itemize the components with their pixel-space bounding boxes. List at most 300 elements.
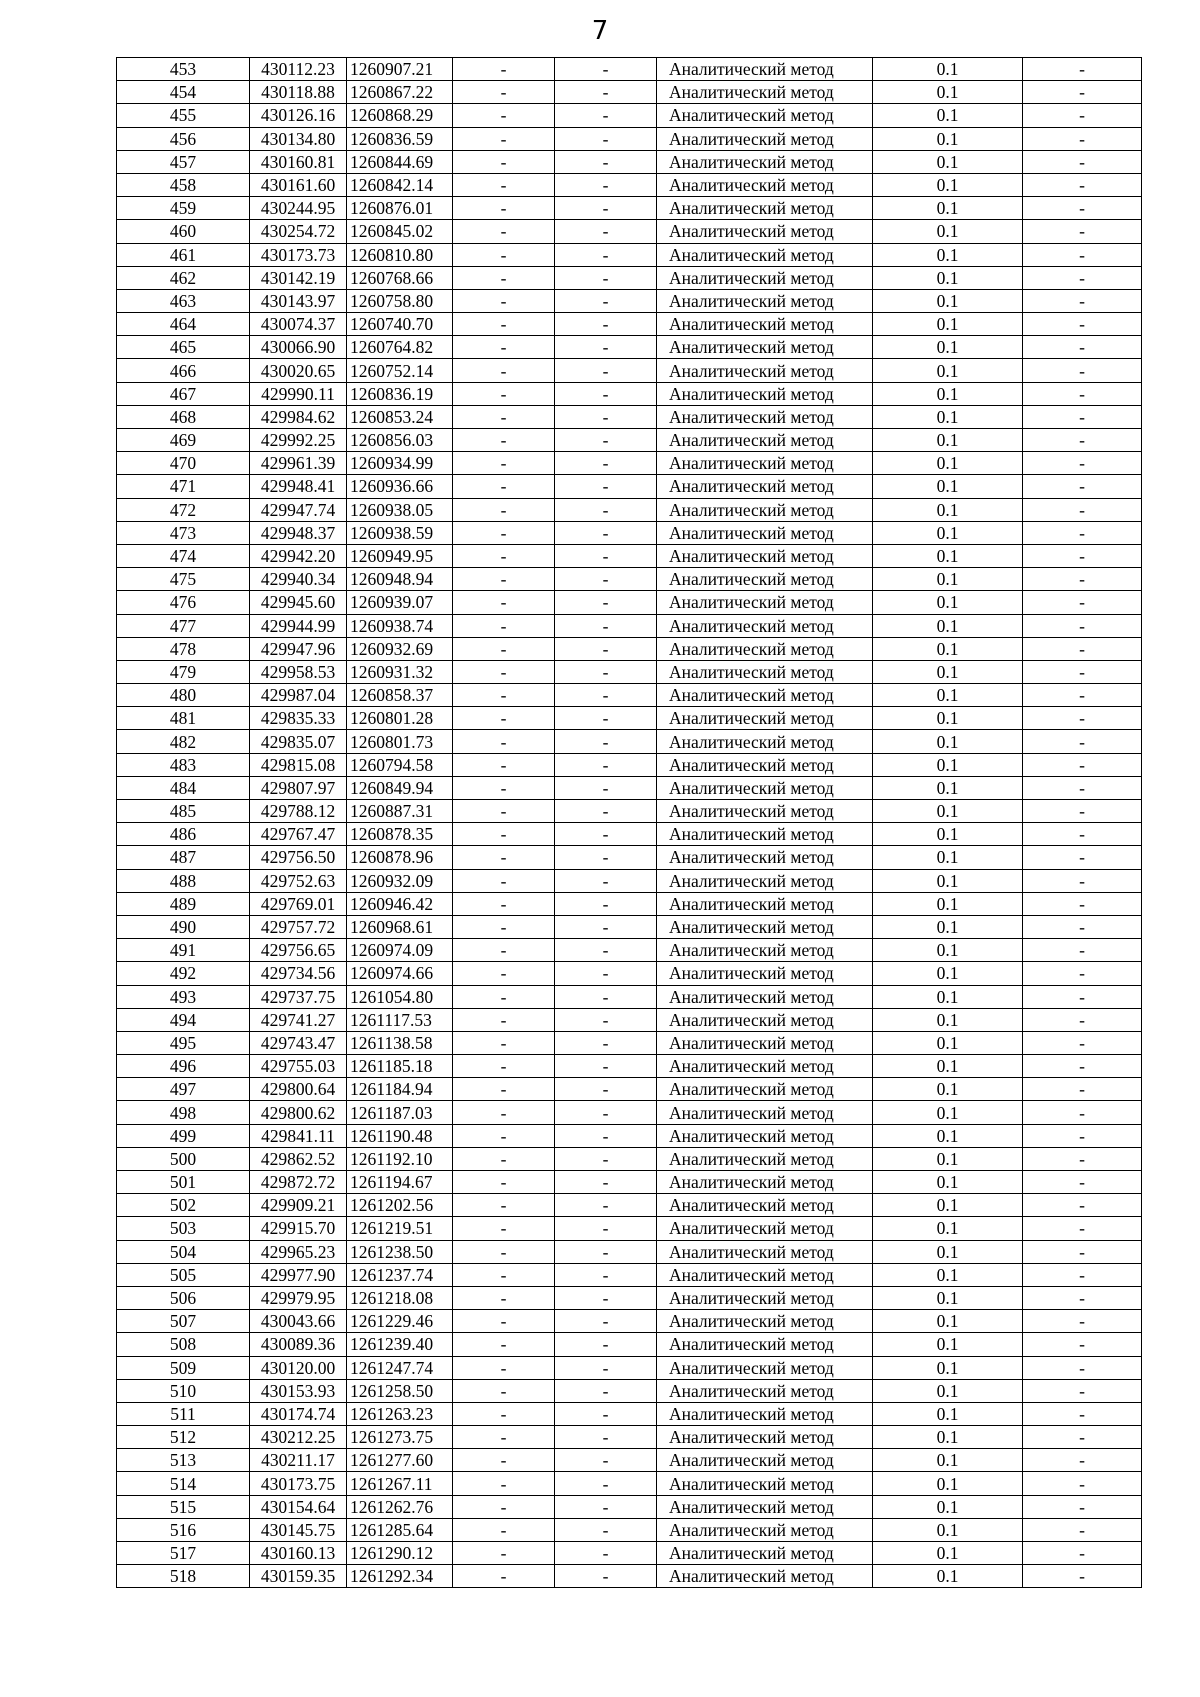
x-coordinate-cell: 429757.72 <box>250 915 347 938</box>
empty-cell-c: - <box>1023 892 1142 915</box>
empty-cell-c: - <box>1023 313 1142 336</box>
accuracy-cell: 0.1 <box>873 1310 1023 1333</box>
y-coordinate-cell: 1260878.35 <box>347 823 453 846</box>
accuracy-cell: 0.1 <box>873 614 1023 637</box>
empty-cell-a: - <box>453 962 555 985</box>
y-coordinate-cell: 1260768.66 <box>347 266 453 289</box>
empty-cell-c: - <box>1023 127 1142 150</box>
empty-cell-a: - <box>453 58 555 81</box>
table-row <box>117 846 1142 869</box>
empty-cell-a: - <box>453 266 555 289</box>
method-cell: Аналитический метод <box>657 846 873 869</box>
table-row <box>117 1542 1142 1565</box>
empty-cell-a: - <box>453 614 555 637</box>
table-row <box>117 58 1142 81</box>
empty-cell-a: - <box>453 1402 555 1425</box>
x-coordinate-cell: 429756.50 <box>250 846 347 869</box>
y-coordinate-cell: 1261258.50 <box>347 1379 453 1402</box>
table-row <box>117 1171 1142 1194</box>
method-cell: Аналитический метод <box>657 1495 873 1518</box>
point-number-cell: 506 <box>117 1286 250 1309</box>
empty-cell-c: - <box>1023 521 1142 544</box>
method-cell: Аналитический метод <box>657 127 873 150</box>
empty-cell-b: - <box>555 753 657 776</box>
table-row <box>117 452 1142 475</box>
accuracy-cell: 0.1 <box>873 1217 1023 1240</box>
empty-cell-a: - <box>453 1194 555 1217</box>
empty-cell-c: - <box>1023 1008 1142 1031</box>
empty-cell-b: - <box>555 104 657 127</box>
y-coordinate-cell: 1260758.80 <box>347 289 453 312</box>
empty-cell-b: - <box>555 1008 657 1031</box>
y-coordinate-cell: 1260887.31 <box>347 800 453 823</box>
accuracy-cell: 0.1 <box>873 1542 1023 1565</box>
point-number-cell: 461 <box>117 243 250 266</box>
table-row <box>117 313 1142 336</box>
table-row <box>117 1031 1142 1054</box>
empty-cell-a: - <box>453 684 555 707</box>
x-coordinate-cell: 429909.21 <box>250 1194 347 1217</box>
empty-cell-a: - <box>453 1055 555 1078</box>
method-cell: Аналитический метод <box>657 1472 873 1495</box>
empty-cell-b: - <box>555 1518 657 1541</box>
method-cell: Аналитический метод <box>657 800 873 823</box>
point-number-cell: 462 <box>117 266 250 289</box>
accuracy-cell: 0.1 <box>873 1356 1023 1379</box>
point-number-cell: 510 <box>117 1379 250 1402</box>
empty-cell-a: - <box>453 1356 555 1379</box>
empty-cell-b: - <box>555 939 657 962</box>
y-coordinate-cell: 1260946.42 <box>347 892 453 915</box>
table-row <box>117 1124 1142 1147</box>
accuracy-cell: 0.1 <box>873 544 1023 567</box>
point-number-cell: 455 <box>117 104 250 127</box>
x-coordinate-cell: 429944.99 <box>250 614 347 637</box>
y-coordinate-cell: 1260794.58 <box>347 753 453 776</box>
y-coordinate-cell: 1260853.24 <box>347 405 453 428</box>
point-number-cell: 517 <box>117 1542 250 1565</box>
point-number-cell: 475 <box>117 568 250 591</box>
accuracy-cell: 0.1 <box>873 753 1023 776</box>
empty-cell-c: - <box>1023 104 1142 127</box>
x-coordinate-cell: 429947.74 <box>250 498 347 521</box>
point-number-cell: 515 <box>117 1495 250 1518</box>
x-coordinate-cell: 430020.65 <box>250 359 347 382</box>
table-row <box>117 475 1142 498</box>
point-number-cell: 466 <box>117 359 250 382</box>
point-number-cell: 501 <box>117 1171 250 1194</box>
x-coordinate-cell: 430173.75 <box>250 1472 347 1495</box>
table-row <box>117 1310 1142 1333</box>
method-cell: Аналитический метод <box>657 1518 873 1541</box>
empty-cell-c: - <box>1023 939 1142 962</box>
method-cell: Аналитический метод <box>657 173 873 196</box>
x-coordinate-cell: 429945.60 <box>250 591 347 614</box>
accuracy-cell: 0.1 <box>873 962 1023 985</box>
point-number-cell: 487 <box>117 846 250 869</box>
x-coordinate-cell: 430161.60 <box>250 173 347 196</box>
point-number-cell: 473 <box>117 521 250 544</box>
y-coordinate-cell: 1260932.69 <box>347 637 453 660</box>
empty-cell-c: - <box>1023 985 1142 1008</box>
table-row <box>117 1078 1142 1101</box>
method-cell: Аналитический метод <box>657 1194 873 1217</box>
empty-cell-b: - <box>555 869 657 892</box>
empty-cell-c: - <box>1023 637 1142 660</box>
x-coordinate-cell: 429737.75 <box>250 985 347 1008</box>
method-cell: Аналитический метод <box>657 452 873 475</box>
method-cell: Аналитический метод <box>657 429 873 452</box>
point-number-cell: 488 <box>117 869 250 892</box>
point-number-cell: 465 <box>117 336 250 359</box>
table-row <box>117 1263 1142 1286</box>
method-cell: Аналитический метод <box>657 1055 873 1078</box>
method-cell: Аналитический метод <box>657 776 873 799</box>
empty-cell-c: - <box>1023 1518 1142 1541</box>
method-cell: Аналитический метод <box>657 266 873 289</box>
point-number-cell: 518 <box>117 1565 250 1588</box>
empty-cell-b: - <box>555 1286 657 1309</box>
table-row <box>117 81 1142 104</box>
x-coordinate-cell: 430244.95 <box>250 197 347 220</box>
accuracy-cell: 0.1 <box>873 776 1023 799</box>
y-coordinate-cell: 1261187.03 <box>347 1101 453 1124</box>
accuracy-cell: 0.1 <box>873 1171 1023 1194</box>
table-row <box>117 336 1142 359</box>
empty-cell-b: - <box>555 730 657 753</box>
x-coordinate-cell: 430089.36 <box>250 1333 347 1356</box>
empty-cell-b: - <box>555 289 657 312</box>
accuracy-cell: 0.1 <box>873 429 1023 452</box>
y-coordinate-cell: 1260845.02 <box>347 220 453 243</box>
empty-cell-b: - <box>555 1055 657 1078</box>
empty-cell-a: - <box>453 800 555 823</box>
x-coordinate-cell: 429992.25 <box>250 429 347 452</box>
table-row <box>117 869 1142 892</box>
empty-cell-a: - <box>453 1379 555 1402</box>
table-row <box>117 197 1142 220</box>
empty-cell-c: - <box>1023 776 1142 799</box>
point-number-cell: 453 <box>117 58 250 81</box>
point-number-cell: 478 <box>117 637 250 660</box>
empty-cell-c: - <box>1023 869 1142 892</box>
empty-cell-a: - <box>453 197 555 220</box>
accuracy-cell: 0.1 <box>873 336 1023 359</box>
empty-cell-c: - <box>1023 1171 1142 1194</box>
y-coordinate-cell: 1261117.53 <box>347 1008 453 1031</box>
empty-cell-b: - <box>555 429 657 452</box>
table-row <box>117 776 1142 799</box>
table-row <box>117 104 1142 127</box>
accuracy-cell: 0.1 <box>873 313 1023 336</box>
empty-cell-b: - <box>555 985 657 1008</box>
empty-cell-b: - <box>555 127 657 150</box>
empty-cell-b: - <box>555 1194 657 1217</box>
x-coordinate-cell: 430173.73 <box>250 243 347 266</box>
y-coordinate-cell: 1261229.46 <box>347 1310 453 1333</box>
point-number-cell: 502 <box>117 1194 250 1217</box>
empty-cell-b: - <box>555 1217 657 1240</box>
method-cell: Аналитический метод <box>657 637 873 660</box>
accuracy-cell: 0.1 <box>873 568 1023 591</box>
empty-cell-c: - <box>1023 962 1142 985</box>
table-row <box>117 614 1142 637</box>
method-cell: Аналитический метод <box>657 336 873 359</box>
empty-cell-b: - <box>555 544 657 567</box>
empty-cell-c: - <box>1023 1194 1142 1217</box>
accuracy-cell: 0.1 <box>873 985 1023 1008</box>
accuracy-cell: 0.1 <box>873 243 1023 266</box>
x-coordinate-cell: 430159.35 <box>250 1565 347 1588</box>
table-row <box>117 823 1142 846</box>
empty-cell-c: - <box>1023 405 1142 428</box>
point-number-cell: 482 <box>117 730 250 753</box>
empty-cell-c: - <box>1023 58 1142 81</box>
accuracy-cell: 0.1 <box>873 1402 1023 1425</box>
y-coordinate-cell: 1260867.22 <box>347 81 453 104</box>
point-number-cell: 511 <box>117 1402 250 1425</box>
table-row <box>117 1356 1142 1379</box>
method-cell: Аналитический метод <box>657 730 873 753</box>
y-coordinate-cell: 1261239.40 <box>347 1333 453 1356</box>
empty-cell-a: - <box>453 1008 555 1031</box>
point-number-cell: 484 <box>117 776 250 799</box>
x-coordinate-cell: 430074.37 <box>250 313 347 336</box>
x-coordinate-cell: 429948.41 <box>250 475 347 498</box>
x-coordinate-cell: 429947.96 <box>250 637 347 660</box>
table-row <box>117 939 1142 962</box>
accuracy-cell: 0.1 <box>873 150 1023 173</box>
empty-cell-b: - <box>555 498 657 521</box>
point-number-cell: 500 <box>117 1147 250 1170</box>
table-row <box>117 1426 1142 1449</box>
coordinates-table <box>116 57 1142 1588</box>
point-number-cell: 492 <box>117 962 250 985</box>
empty-cell-a: - <box>453 1124 555 1147</box>
point-number-cell: 505 <box>117 1263 250 1286</box>
empty-cell-b: - <box>555 892 657 915</box>
method-cell: Аналитический метод <box>657 939 873 962</box>
y-coordinate-cell: 1260836.59 <box>347 127 453 150</box>
empty-cell-a: - <box>453 1078 555 1101</box>
method-cell: Аналитический метод <box>657 1426 873 1449</box>
method-cell: Аналитический метод <box>657 707 873 730</box>
point-number-cell: 470 <box>117 452 250 475</box>
empty-cell-a: - <box>453 289 555 312</box>
empty-cell-a: - <box>453 1147 555 1170</box>
x-coordinate-cell: 429841.11 <box>250 1124 347 1147</box>
point-number-cell: 467 <box>117 382 250 405</box>
empty-cell-b: - <box>555 150 657 173</box>
method-cell: Аналитический метод <box>657 962 873 985</box>
empty-cell-b: - <box>555 1240 657 1263</box>
method-cell: Аналитический метод <box>657 1565 873 1588</box>
accuracy-cell: 0.1 <box>873 823 1023 846</box>
table-row <box>117 405 1142 428</box>
y-coordinate-cell: 1260836.19 <box>347 382 453 405</box>
x-coordinate-cell: 430142.19 <box>250 266 347 289</box>
empty-cell-a: - <box>453 127 555 150</box>
point-number-cell: 479 <box>117 660 250 683</box>
table-row <box>117 1449 1142 1472</box>
empty-cell-c: - <box>1023 846 1142 869</box>
y-coordinate-cell: 1261263.23 <box>347 1402 453 1425</box>
point-number-cell: 494 <box>117 1008 250 1031</box>
table-row <box>117 660 1142 683</box>
x-coordinate-cell: 429958.53 <box>250 660 347 683</box>
method-cell: Аналитический метод <box>657 289 873 312</box>
empty-cell-a: - <box>453 1310 555 1333</box>
empty-cell-b: - <box>555 382 657 405</box>
x-coordinate-cell: 429990.11 <box>250 382 347 405</box>
empty-cell-c: - <box>1023 1055 1142 1078</box>
empty-cell-a: - <box>453 869 555 892</box>
empty-cell-b: - <box>555 846 657 869</box>
table-row <box>117 1194 1142 1217</box>
y-coordinate-cell: 1260931.32 <box>347 660 453 683</box>
empty-cell-a: - <box>453 150 555 173</box>
point-number-cell: 460 <box>117 220 250 243</box>
accuracy-cell: 0.1 <box>873 637 1023 660</box>
empty-cell-c: - <box>1023 220 1142 243</box>
x-coordinate-cell: 429767.47 <box>250 823 347 846</box>
empty-cell-b: - <box>555 823 657 846</box>
method-cell: Аналитический метод <box>657 1310 873 1333</box>
empty-cell-b: - <box>555 1171 657 1194</box>
empty-cell-c: - <box>1023 568 1142 591</box>
empty-cell-c: - <box>1023 452 1142 475</box>
empty-cell-c: - <box>1023 197 1142 220</box>
accuracy-cell: 0.1 <box>873 869 1023 892</box>
x-coordinate-cell: 430174.74 <box>250 1402 347 1425</box>
table-row <box>117 1055 1142 1078</box>
method-cell: Аналитический метод <box>657 1263 873 1286</box>
method-cell: Аналитический метод <box>657 892 873 915</box>
accuracy-cell: 0.1 <box>873 1055 1023 1078</box>
x-coordinate-cell: 429915.70 <box>250 1217 347 1240</box>
y-coordinate-cell: 1261185.18 <box>347 1055 453 1078</box>
accuracy-cell: 0.1 <box>873 1031 1023 1054</box>
point-number-cell: 486 <box>117 823 250 846</box>
empty-cell-c: - <box>1023 800 1142 823</box>
method-cell: Аналитический метод <box>657 591 873 614</box>
empty-cell-b: - <box>555 1426 657 1449</box>
empty-cell-b: - <box>555 197 657 220</box>
empty-cell-c: - <box>1023 684 1142 707</box>
empty-cell-a: - <box>453 382 555 405</box>
empty-cell-b: - <box>555 1356 657 1379</box>
empty-cell-a: - <box>453 1240 555 1263</box>
method-cell: Аналитический метод <box>657 1217 873 1240</box>
y-coordinate-cell: 1261238.50 <box>347 1240 453 1263</box>
empty-cell-a: - <box>453 243 555 266</box>
point-number-cell: 504 <box>117 1240 250 1263</box>
method-cell: Аналитический метод <box>657 313 873 336</box>
method-cell: Аналитический метод <box>657 475 873 498</box>
y-coordinate-cell: 1260907.21 <box>347 58 453 81</box>
empty-cell-c: - <box>1023 1078 1142 1101</box>
empty-cell-a: - <box>453 776 555 799</box>
table-row <box>117 1333 1142 1356</box>
y-coordinate-cell: 1261267.11 <box>347 1472 453 1495</box>
x-coordinate-cell: 429835.07 <box>250 730 347 753</box>
method-cell: Аналитический метод <box>657 150 873 173</box>
y-coordinate-cell: 1260844.69 <box>347 150 453 173</box>
table-row <box>117 1495 1142 1518</box>
empty-cell-a: - <box>453 173 555 196</box>
method-cell: Аналитический метод <box>657 1101 873 1124</box>
empty-cell-a: - <box>453 985 555 1008</box>
empty-cell-b: - <box>555 915 657 938</box>
empty-cell-a: - <box>453 1101 555 1124</box>
y-coordinate-cell: 1261218.08 <box>347 1286 453 1309</box>
accuracy-cell: 0.1 <box>873 359 1023 382</box>
accuracy-cell: 0.1 <box>873 220 1023 243</box>
y-coordinate-cell: 1261273.75 <box>347 1426 453 1449</box>
point-number-cell: 480 <box>117 684 250 707</box>
table-row <box>117 591 1142 614</box>
empty-cell-b: - <box>555 660 657 683</box>
empty-cell-b: - <box>555 313 657 336</box>
empty-cell-a: - <box>453 846 555 869</box>
accuracy-cell: 0.1 <box>873 915 1023 938</box>
empty-cell-a: - <box>453 1495 555 1518</box>
empty-cell-a: - <box>453 336 555 359</box>
table-row <box>117 1240 1142 1263</box>
empty-cell-c: - <box>1023 1310 1142 1333</box>
x-coordinate-cell: 429807.97 <box>250 776 347 799</box>
empty-cell-b: - <box>555 1078 657 1101</box>
table-row <box>117 892 1142 915</box>
y-coordinate-cell: 1260740.70 <box>347 313 453 336</box>
point-number-cell: 458 <box>117 173 250 196</box>
y-coordinate-cell: 1260968.61 <box>347 915 453 938</box>
accuracy-cell: 0.1 <box>873 289 1023 312</box>
point-number-cell: 512 <box>117 1426 250 1449</box>
point-number-cell: 454 <box>117 81 250 104</box>
method-cell: Аналитический метод <box>657 382 873 405</box>
y-coordinate-cell: 1260949.95 <box>347 544 453 567</box>
accuracy-cell: 0.1 <box>873 266 1023 289</box>
empty-cell-a: - <box>453 429 555 452</box>
table-row <box>117 730 1142 753</box>
empty-cell-c: - <box>1023 1542 1142 1565</box>
y-coordinate-cell: 1261292.34 <box>347 1565 453 1588</box>
empty-cell-c: - <box>1023 823 1142 846</box>
empty-cell-a: - <box>453 1333 555 1356</box>
empty-cell-b: - <box>555 1565 657 1588</box>
empty-cell-a: - <box>453 1263 555 1286</box>
empty-cell-b: - <box>555 1333 657 1356</box>
y-coordinate-cell: 1260849.94 <box>347 776 453 799</box>
empty-cell-b: - <box>555 220 657 243</box>
accuracy-cell: 0.1 <box>873 800 1023 823</box>
empty-cell-c: - <box>1023 544 1142 567</box>
table-row <box>117 127 1142 150</box>
empty-cell-c: - <box>1023 243 1142 266</box>
method-cell: Аналитический метод <box>657 197 873 220</box>
accuracy-cell: 0.1 <box>873 1379 1023 1402</box>
point-number-cell: 456 <box>117 127 250 150</box>
empty-cell-b: - <box>555 1263 657 1286</box>
x-coordinate-cell: 430153.93 <box>250 1379 347 1402</box>
x-coordinate-cell: 430160.81 <box>250 150 347 173</box>
empty-cell-b: - <box>555 359 657 382</box>
empty-cell-a: - <box>453 1565 555 1588</box>
accuracy-cell: 0.1 <box>873 1565 1023 1588</box>
y-coordinate-cell: 1260876.01 <box>347 197 453 220</box>
y-coordinate-cell: 1261138.58 <box>347 1031 453 1054</box>
